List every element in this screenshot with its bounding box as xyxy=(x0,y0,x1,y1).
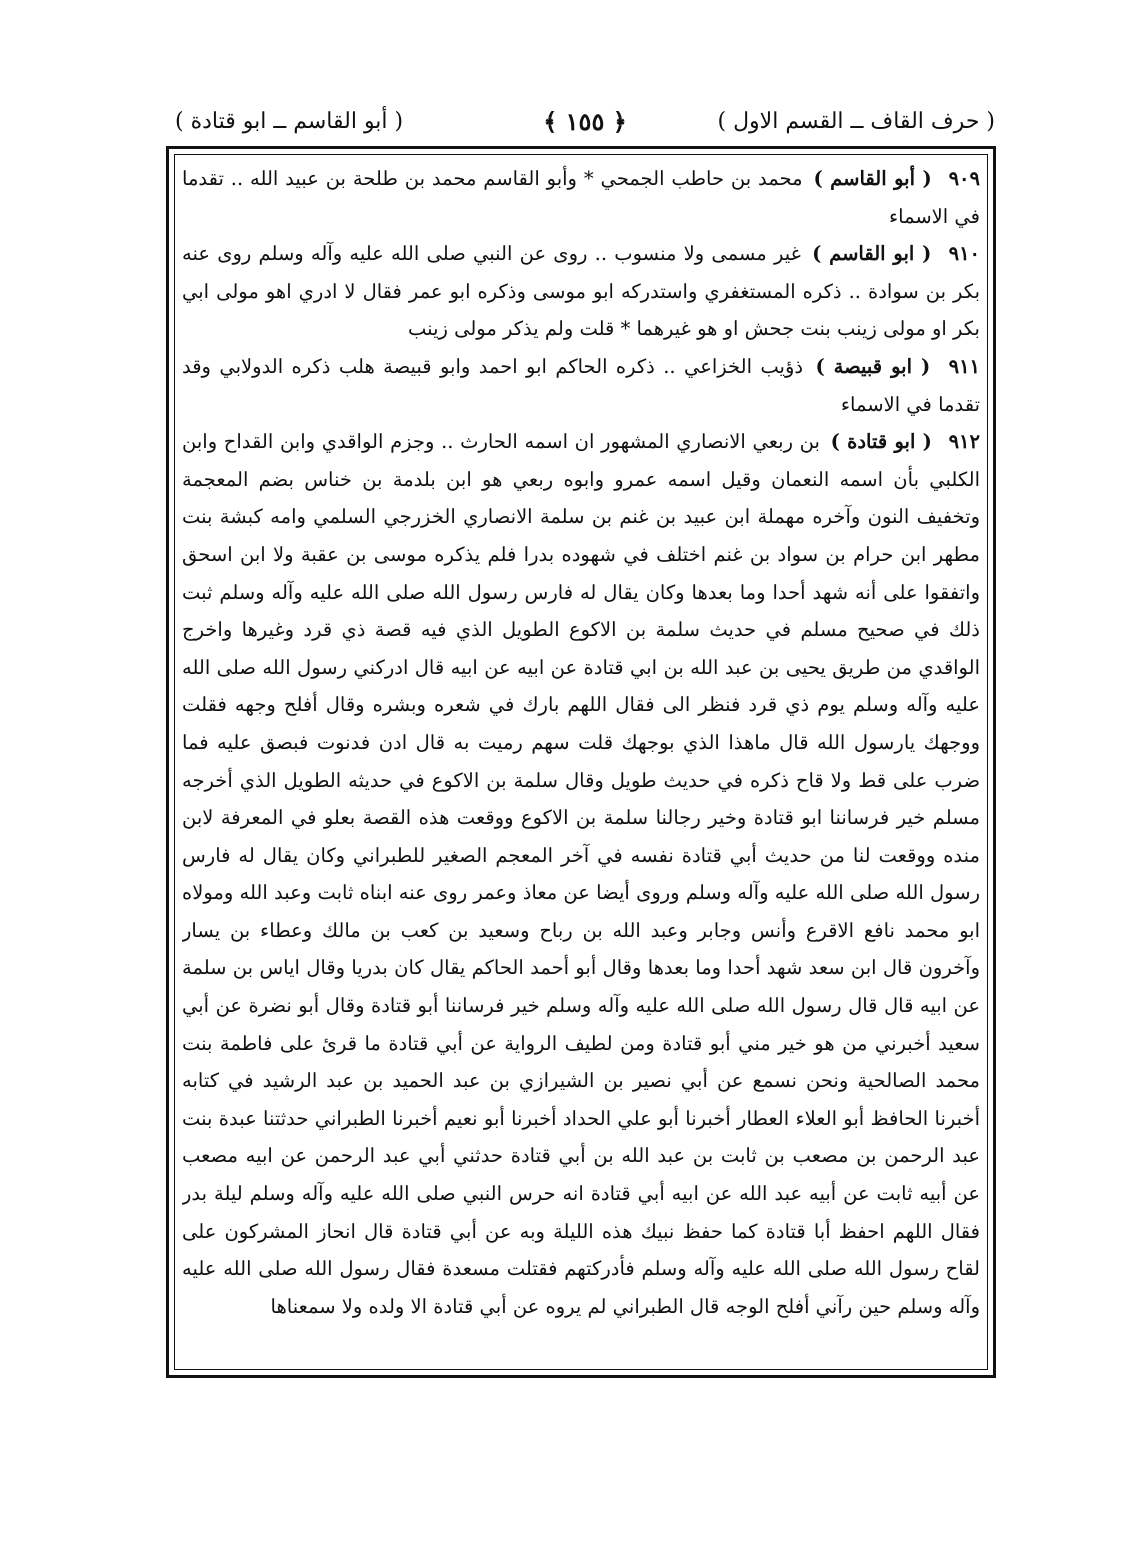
entry-name: ( أبو القاسم ) xyxy=(813,167,932,190)
entry-name: ( ابو قبيصة ) xyxy=(815,354,931,378)
entry-name: ( ابو قتادة ) xyxy=(830,430,932,454)
entry-name: ( ابو القاسم ) xyxy=(812,242,932,266)
page-number: ﴿ ١٥٥ ﴾ xyxy=(543,107,627,136)
running-title: ( أبو القاسم ــ ابو قتادة ) xyxy=(175,109,404,134)
entry-number: ٩١١ xyxy=(948,354,980,378)
entry-text: غير مسمى ولا منسوب .. روى عن النبي صلى الله عليه وآله وسلم روى عنه بكر بن سوادة .. ذكره المستغفري واستدركه ابو موسى وذكره ابو عمر فقال لا ادري اهو مولى ابي بكر او مولى زينب بنت جحش او هو غيرهما * قلت ولم يذكر مولى زينب xyxy=(182,242,980,341)
entry-number: ٩١٢ xyxy=(948,430,980,454)
entry-number: ٩١٠ xyxy=(948,242,980,266)
entry-text: محمد بن حاطب الجمحي * وأبو القاسم محمد بن طلحة بن عبيد الله .. تقدما في الاسماء xyxy=(182,167,980,228)
entry-910 xyxy=(182,235,980,348)
entry-text: ذؤيب الخزاعي .. ذكره الحاكم ابو احمد وابو قبيصة هلب ذكره الدولابي وقد تقدما في الاسماء xyxy=(182,354,980,416)
entry-number: ٩٠٩ xyxy=(948,167,980,190)
entry-909 xyxy=(182,160,980,235)
entry-912 xyxy=(182,423,980,1325)
running-header xyxy=(175,104,995,140)
main-text xyxy=(182,160,980,1366)
entry-911 xyxy=(182,348,980,423)
section-heading: ( حرف القاف ــ القسم الاول ) xyxy=(717,109,995,134)
entry-text: بن ربعي الانصاري المشهور ان اسمه الحارث .. وجزم الواقدي وابن القداح وابن الكلبي بأن اسمه النعمان وقيل اسمه عمرو وابوه ربعي هو ابن بلدمة بن خناس بضم المعجمة وتخفيف النون وآخره مهملة ابن عبيد بن غنم بن سلمة الانصاري الخزرجي السلمي وامه كبشة بنت مطهر ابن حرام بن سواد بن غنم اختلف في شهوده بدرا فلم يذكره موسى بن عقبة ولا ابن اسحق واتفقوا على أنه شهد أحدا وما بعدها وكان يقال له فارس رسول الله صلى الله عليه وآله وسلم ثبت ذلك في صحيح مسلم في حديث سلمة بن الاكوع الطويل الذي فيه قصة ذي قرد وغيرها واخرج الواقدي من طريق يحيى بن عبد الله بن ابي قتادة عن ابيه عن ابيه قال ادركني رسول الله صلى الله عليه وآله وسلم يوم ذي قرد فنظر الى فقال اللهم بارك في شعره وبشره وقال أفلح وجهه فقلت ووجهك يارسول الله قال ماهذا الذي بوجهك قلت سهم رميت به قال ادن فدنوت فبصق عليه فما ضرب على قط ولا قاح ذكره في حديث طويل وقال سلمة بن الاكوع في حديثه الطويل الذي أخرجه مسلم خير فرساننا ابو قتادة وخير رجالنا سلمة بن الاكوع ووقعت هذه القصة بعلو في المعرفة لابن منده ووقعت لنا من حديث أبي قتادة نفسه في آخر المعجم الصغير للطبراني وكان يقال له فارس رسول الله صلى الله عليه وآله وسلم وروى أيضا عن معاذ وعمر روى عنه ابناه ثابت وعبد الله ومولاه ابو محمد نافع الاقرع وأنس وجابر وعبد الله بن رباح وسعيد بن كعب بن مالك وعطاء بن يسار وآخرون قال ابن سعد شهد أحدا وما بعدها وقال أبو أحمد الحاكم يقال كان بدريا وقال اياس بن سلمة عن ابيه قال قال رسول الله صلى الله عليه وآله وسلم خير فرساننا أبو قتادة وقال أبو نضرة عن أبي سعيد أخبرني من هو خير مني أبو قتادة ومن لطيف الرواية عن أبي قتادة ما قرئ على فاطمة بنت محمد الصالحية ونحن نسمع عن أبي نصير بن الشيرازي بن عبد الحميد بن عبد الرشيد في كتابه أخبرنا الحافظ أبو العلاء العطار أخبرنا أبو علي الحداد أخبرنا أبو نعيم أخبرنا الطبراني حدثتنا عبدة بنت عبد الرحمن بن مصعب بن ثابت بن عبد الله بن أبي قتادة حدثني أبي عبد الرحمن عن ابيه مصعب عن أبيه ثابت عن أبيه عبد الله عن ابيه أبي قتادة انه حرس النبي صلى الله عليه وآله وسلم ليلة بدر فقال اللهم احفظ أبا قتادة كما حفظ نبيك هذه الليلة وبه عن أبي قتادة قال انحاز المشركون على لقاح رسول الله صلى الله عليه وآله وسلم فأدركتهم فقتلت مسعدة فقال رسول الله صلى الله عليه وآله وسلم حين رآني أفلح الوجه قال الطبراني لم يروه عن أبي قتادة الا ولده ولا سمعناها xyxy=(182,430,980,1318)
